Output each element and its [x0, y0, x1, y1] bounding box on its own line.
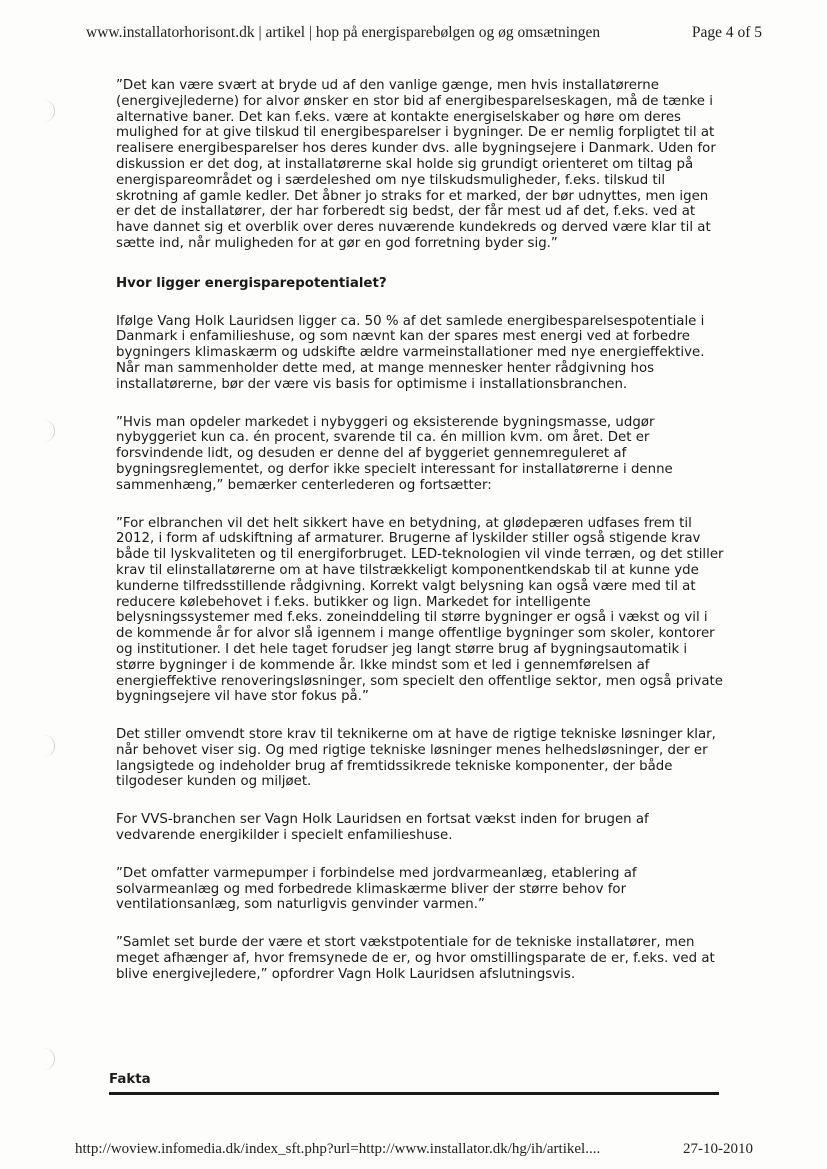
quote-paragraph: ”Hvis man opdeler markedet i nybyggeri og eksisterende bygningsmasse, udgør nybyggeriet kun ca. én procent, svarende til ca. én million kvm. om året. Det er forsvindende lidt, og desuden er denne del af byggeriet gennemreguleret af bygningsreglementet, og derfor ikke specielt interessant for installatørerne i denne sammenhæng,” bemærker centerlederen og fortsætter:: [116, 414, 673, 493]
section-heading: Hvor ligger energisparepotentialet?: [116, 275, 387, 291]
body-paragraph: Det stiller omvendt store krav til teknikerne om at have de rigtige tekniske løsninger klar, når behovet viser sig. Og med rigtige tekniske løsninger menes helhedsløsninger, der er langsigtede og indeholder brug af fremtidssikrede tekniske komponenter, der både tilgodeser kunden og miljøet.: [116, 727, 716, 790]
body-paragraph: For VVS-branchen ser Vagn Holk Lauridsen en fortsat vækst inden for brugen af vedvarende energikilder i specielt enfamilieshuse.: [116, 812, 649, 844]
punch-hole-mark: [44, 735, 55, 757]
quote-paragraph: ”Det omfatter varmepumper i forbindelse med jordvarmeanlæg, etablering af solvarmeanlæg og med forbedrede klimaskærme bliver der større behov for ventilationsanlæg, som naturligvis genvinder varmen.”: [116, 865, 637, 913]
punch-hole-mark: [44, 1048, 55, 1070]
punch-hole-mark: [44, 420, 55, 442]
quote-paragraph: ”Samlet set burde der være et stort vækstpotentiale for de tekniske installatører, men meget afhænger af, hvor fremsynede de er, og hvor omstillingsparate de er, f.eks. ved at blive energivejledere,” opfordrer Vagn Holk Lauridsen afslutningsvis.: [116, 935, 715, 982]
punch-hole-mark: [44, 100, 55, 122]
fakta-heading: Fakta: [109, 1072, 151, 1087]
header-source: www.installatorhorisont.dk | artikel | hop på energisparebølgen og øg omsætningen: [86, 24, 601, 41]
quote-paragraph: ”Det kan være svært at bryde ud af den vanlige gænge, men hvis installatørerne (energivejlederne) for alvor ønsker en stor bid af energibesparelseskagen, må de tænke i alternative baner. Det kan f.eks. være at kontakte energiselskaber og høre om deres mulighed for at give tilskud til energibesparelser i bygninger. De er nemlig forpligtet til at realisere energibesparelser hos deres kunder dvs. alle bygningsejere i Danmark. Uden for diskussion er det dog, at installatørerne skal holde sig grundigt orienteret om tiltag på energispareområdet og i særdeleshed om nye tilskudsmuligheder, f.eks. tilskud til skrotning af gamle kedler. Det åbner jo straks for et marked, der bør udnyttes, men igen er det de installatører, der har forberedt sig bedst, der får mest ud af det, f.eks. ved at have dannet sig et overblik over deres nuværende kundekreds og derved være klar til at sætte ind, når muligheden for at gør en god forretning byder sig.”: [116, 78, 716, 251]
body-paragraph: Ifølge Vang Holk Lauridsen ligger ca. 50 % af det samlede energibesparelsespotentiale i Danmark i enfamilieshuse, og som nævnt kan der spares mest energi ved at forbedre bygningers klimaskærm og udskifte ældre varmeinstallationer med nye energieffektive. Når man sammenholder dette med, at mange mennesker henter rådgivning hos installatørerne, bør der være vis basis for optimisme i installationsbranchen.: [116, 313, 705, 392]
footer-date: 27-10-2010: [683, 1141, 753, 1157]
section-divider: [109, 1092, 719, 1095]
quote-paragraph: ”For elbranchen vil det helt sikkert have en betydning, at glødepæren udfases frem til 2012, i form af udskiftning af armaturer. Brugerne af lyskilder stiller også stigende krav både til lyskvaliteten og til energiforbruget. LED-teknologien vil vinde terræn, og det stiller krav til elinstallatørerne om at have tilstrækkeligt komponentkendskab til at kunne yde kunderne tilfredsstillende rådgivning. Korrekt valgt belysning kan også være med til at reducere kølebehovet i f.eks. butikker og lign. Markedet for intelligente belysningssystemer med f.eks. zoneinddeling til større bygninger er også i vækst og vil i de kommende år for alvor slå igennem i mange offentlige bygninger som skoler, kontorer og institutioner. I det hele taget forudser jeg langt større brug af bygningsautomatik i større bygninger i de kommende år. Ikke mindst som et led i gennemførelsen af energieffektive renoveringsløsninger, som specielt den offentlige sektor, men også private bygningsejere vil have stor fokus på.”: [116, 515, 724, 705]
page-number: Page 4 of 5: [691, 24, 762, 41]
footer-url: http://woview.infomedia.dk/index_sft.php?url=http://www.installator.dk/hg/ih/artikel....: [75, 1141, 601, 1157]
article-body: [116, 78, 726, 983]
